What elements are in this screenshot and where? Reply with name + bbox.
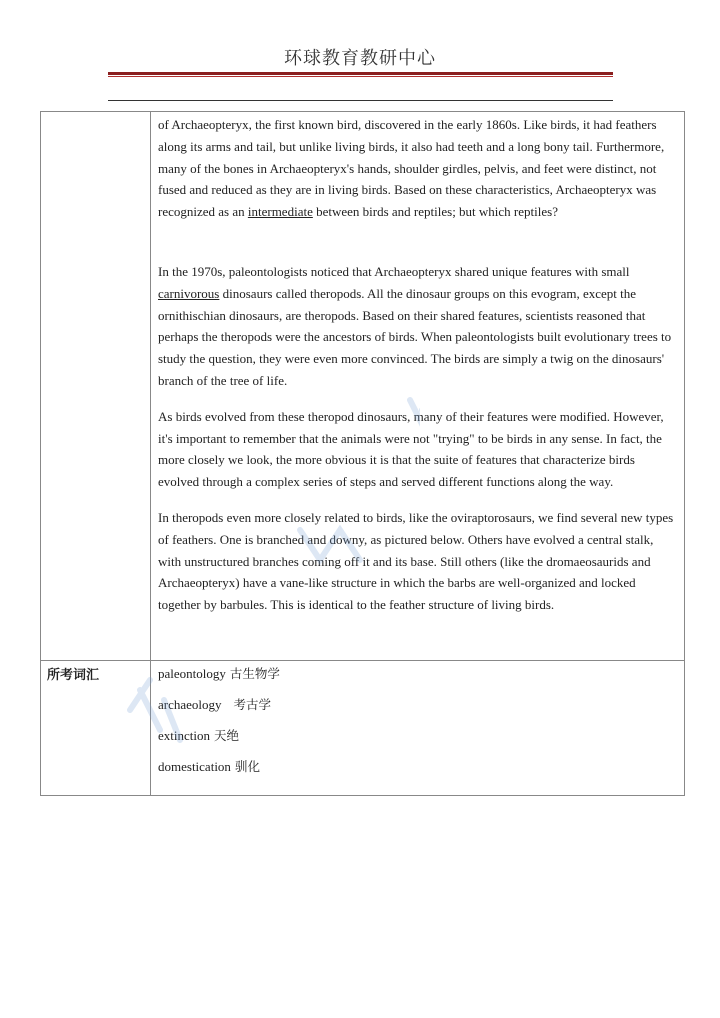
underlined-word-carnivorous: carnivorous [158, 285, 220, 301]
vocab-item-en: paleontology [158, 665, 226, 681]
paragraph-3-text: As birds evolved from these theropod dinosaurs, many of their features were modified. However, it's important to remember that the animals were not "trying" to be birds in any sense. In fact, the more closely we look, the more obvious it is that the suite of features that characterize birds evolved through a complex series of steps and served different functions along the way. [158, 408, 664, 490]
paragraph-2 [158, 261, 678, 392]
underlined-word-intermediate: intermediate [247, 204, 313, 220]
vocab-item-cn: 古生物学 [229, 665, 280, 681]
header-black-rule [108, 100, 613, 101]
vocab-item [158, 756, 678, 787]
paragraph-1-text-2: between birds and reptiles; but which reptiles? [312, 204, 558, 220]
vocab-list [151, 661, 684, 795]
content-table [40, 111, 685, 796]
paragraph-1-text-1: of Archaeopteryx, the first known bird, discovered in the early 1860s. Like birds, it had feathers along its arms and tail, but unlike living birds, it also had teeth and a long bony tail. Furthermore, many of the bones in Archaeopteryx's hands, shoulder girdles, pelvis, and feet were distinct, not fused and reduced as they are in living birds. Based on these characteristics, Archaeopteryx was recognized as an [158, 117, 665, 220]
passage-body [151, 112, 684, 660]
paragraph-2-text-2: dinosaurs called theropods. All the dinosaur groups on this evogram, except the ornithischian dinosaurs, are theropods. Based on their shared features, scientists reasoned that perhaps the theropods were the ancestors of birds. When paleontologists built evolutionary trees to study the question, they were even more convinced. The birds are simply a twig on the dinosaurs' branch of the tree of life. [158, 285, 672, 388]
paragraph-1 [158, 114, 678, 223]
paragraph-2-text-1: In the 1970s, paleontologists noticed that Archaeopteryx shared unique features with small [158, 263, 630, 279]
passage-cell [151, 112, 685, 661]
paragraph-4-text: In theropods even more closely related to birds, like the oviraptorosaurs, we find several new types of feathers. One is branched and downy, as pictured below. Others have evolved a central stalk, with unstructured branches coming off it and its base. Still others (like the dromaeosaurids and Archaeopteryx) have a vane-like structure in which the barbs are well-organized and locked together by barbules. This is identical to the feather structure of living birds. [158, 509, 674, 613]
page-header-title: 环球教育教研中心 [284, 48, 436, 69]
vocab-item [158, 694, 678, 725]
vocab-item-en: extinction [158, 727, 210, 743]
vocab-item [158, 663, 678, 694]
vocab-item [158, 725, 678, 756]
header-red-rule-thin [108, 76, 613, 77]
vocab-item-en: archaeology [158, 696, 222, 712]
vocab-label: 所考词汇 [47, 667, 100, 683]
vocab-item-en: domestication [158, 758, 231, 774]
vocab-row [41, 660, 685, 795]
passage-label-cell [41, 112, 151, 661]
vocab-label-cell [41, 660, 151, 795]
header-red-rule [108, 72, 613, 75]
paragraph-4 [158, 507, 678, 616]
paragraph-3 [158, 406, 678, 493]
vocab-item-cn: 天绝 [214, 727, 240, 743]
passage-row [41, 112, 685, 661]
vocab-item-cn: 驯化 [234, 758, 260, 774]
vocab-item-cn: 考古学 [225, 696, 271, 712]
vocab-cell [151, 660, 685, 795]
